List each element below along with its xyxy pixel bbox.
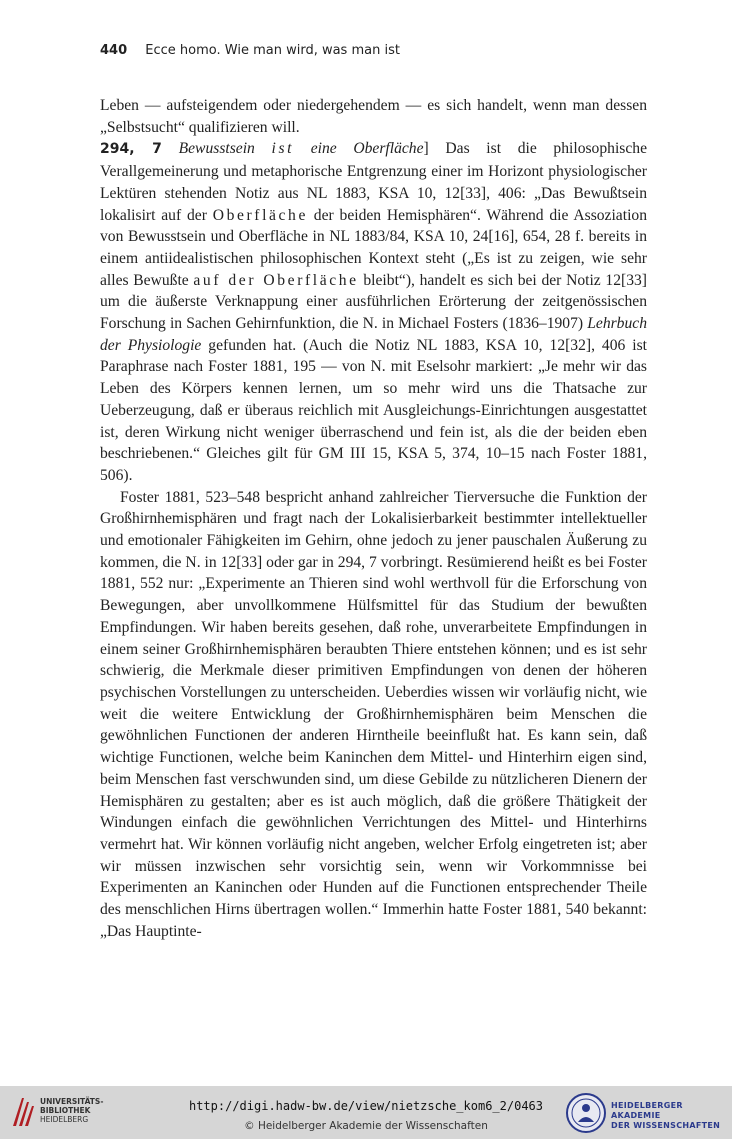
paragraph-continuation: Leben — aufsteigendem oder niedergehendem — es sich handelt, wenn man dessen „Selbstsucht“ qualifizieren will.	[100, 97, 647, 136]
spaced-emphasis: auf der Oberfläche	[193, 271, 359, 289]
page-number: 440	[100, 43, 128, 58]
line-reference: 294, 7	[100, 141, 162, 158]
spaced-emphasis: Oberfläche	[212, 206, 308, 224]
commentary-entry: 294, 7 Bewusstsein ist eine Oberfläche] Das ist die philosophische Verallgemeinerung und metaphorische Entgrenzung einer im Horizont physiologischer Lektüren stehenden Notiz aus NL 1883, KSA 10, 12[33], 406: „Das Bewußtsein lokalisirt auf der Oberfläche der beiden Hemisphären“. Während die Assoziation von Bewusstsein und Oberfläche in NL 1883/84, KSA 10, 24[16], 654, 28 f. bereits in einem antiidealistischen philosophischen Kontext steht („Es ist zu zeigen, wie sehr alles Bewußte auf der Oberfläche bleibt“), handelt es sich bei der Notiz 12[33] um die äußerste Verknappung einer ausführlichen Erörterung der zeitgenössischen Forschung in Sachen Gehirnfunktion, die N. in Michael Fosters (1836–1907) Lehrbuch der Physiologie gefunden hat. (Auch die Notiz NL 1883, KSA 10, 12[32], 406 ist Paraphrase nach Foster 1881, 195 — von N. mit Eselsohr markiert: „Je mehr wir das Leben des Körpers kennen lernen, um so mehr wird uns die Thatsache zur Ueberzeugung, daß er überaus reichlich mit Ausgleichungs-Einrichtungen ausgestattet ist, deren Wirkung nicht weniger überraschend und fein ist, als die der beiden eben beschriebenen.“ Gleiches gilt für GM III 15, KSA 5, 374, 10–15 nach Foster 1881, 506).	[100, 140, 647, 484]
academy-seal-icon	[565, 1092, 607, 1134]
lemma: Bewusstsein ist eine Oberfläche	[178, 140, 424, 158]
running-title: Ecce homo. Wie man wird, was man ist	[145, 43, 400, 58]
university-library-name: UNIVERSITÄTS- BIBLIOTHEK HEIDELBERG	[40, 1097, 104, 1124]
paragraph: Foster 1881, 523–548 bespricht anhand zahlreicher Tierversuche die Funktion der Großhirnhemisphären und fragt nach der Lokalisierbarkeit bestimmter intellektueller und emotionaler Fähigkeiten im Gehirn, ohne jedoch zu jener pauschalen Äußerung zu kommen, die N. in 12[33] oder gar in 294, 7 vorbringt. Resümierend heißt es bei Foster 1881, 552 nur: „Experimente an Thieren sind wohl werthvoll für die Erforschung von Bewegungen, aber unvollkommene Hülfsmittel für das Studium der bewußten Empfindungen. Wir haben bereits gesehen, daß rohe, unverarbeitete Empfindungen in einem seiner Großhirnhemisphären beraubten Thiere entstehen können; und es ist sehr schwierig, die Merkmale dieser primitiven Empfindungen von denen der höheren psychischen Vorstellungen zu unterscheiden. Ueberdies wissen wir vorläufig nicht, wie weit die weitere Entwicklung der Großhirnhemisphären beim Menschen die gewöhnlichen Functionen der anderen Hirntheile beeinflußt hat. Es kann sein, daß wichtige Functionen, welche beim Kaninchen dem Mittel- und Hinterhirn eigen sind, beim Menschen fast verschwunden sind, um diese Gebilde zu nützlicheren Dienern der Hemisphären zu gestalten; aber es ist auch möglich, daß die größere Thätigkeit der Windungen einfach die gewöhnlichen Verrichtungen des Mittel- und Hinterhirns vermehrt hat. Wir können vorläufig nicht angeben, welcher Erfolg eingetreten ist; aber wir müssen inzwischen sehr vorsichtig sein, wenn wir Vorkommnisse bei Experimenten an Kaninchen oder Hunden auf die Functionen entsprechender Theile des menschlichen Hirns übertragen wollen.“ Immerhin hatte Foster 1881, 540 bekannt: „Das Hauptinte-	[100, 488, 647, 940]
academy-name: HEIDELBERGER AKADEMIE DER WISSENSCHAFTEN	[611, 1101, 721, 1130]
book-title: Lehrbuch der Physiologie	[100, 315, 647, 354]
running-head	[100, 43, 400, 58]
commentary-text	[100, 95, 647, 942]
source-url[interactable]: http://digi.hadw-bw.de/view/nietzsche_kom6_2/0463	[188, 1099, 543, 1113]
copyright-notice: © Heidelberger Akademie der Wissenschaften	[244, 1120, 488, 1132]
